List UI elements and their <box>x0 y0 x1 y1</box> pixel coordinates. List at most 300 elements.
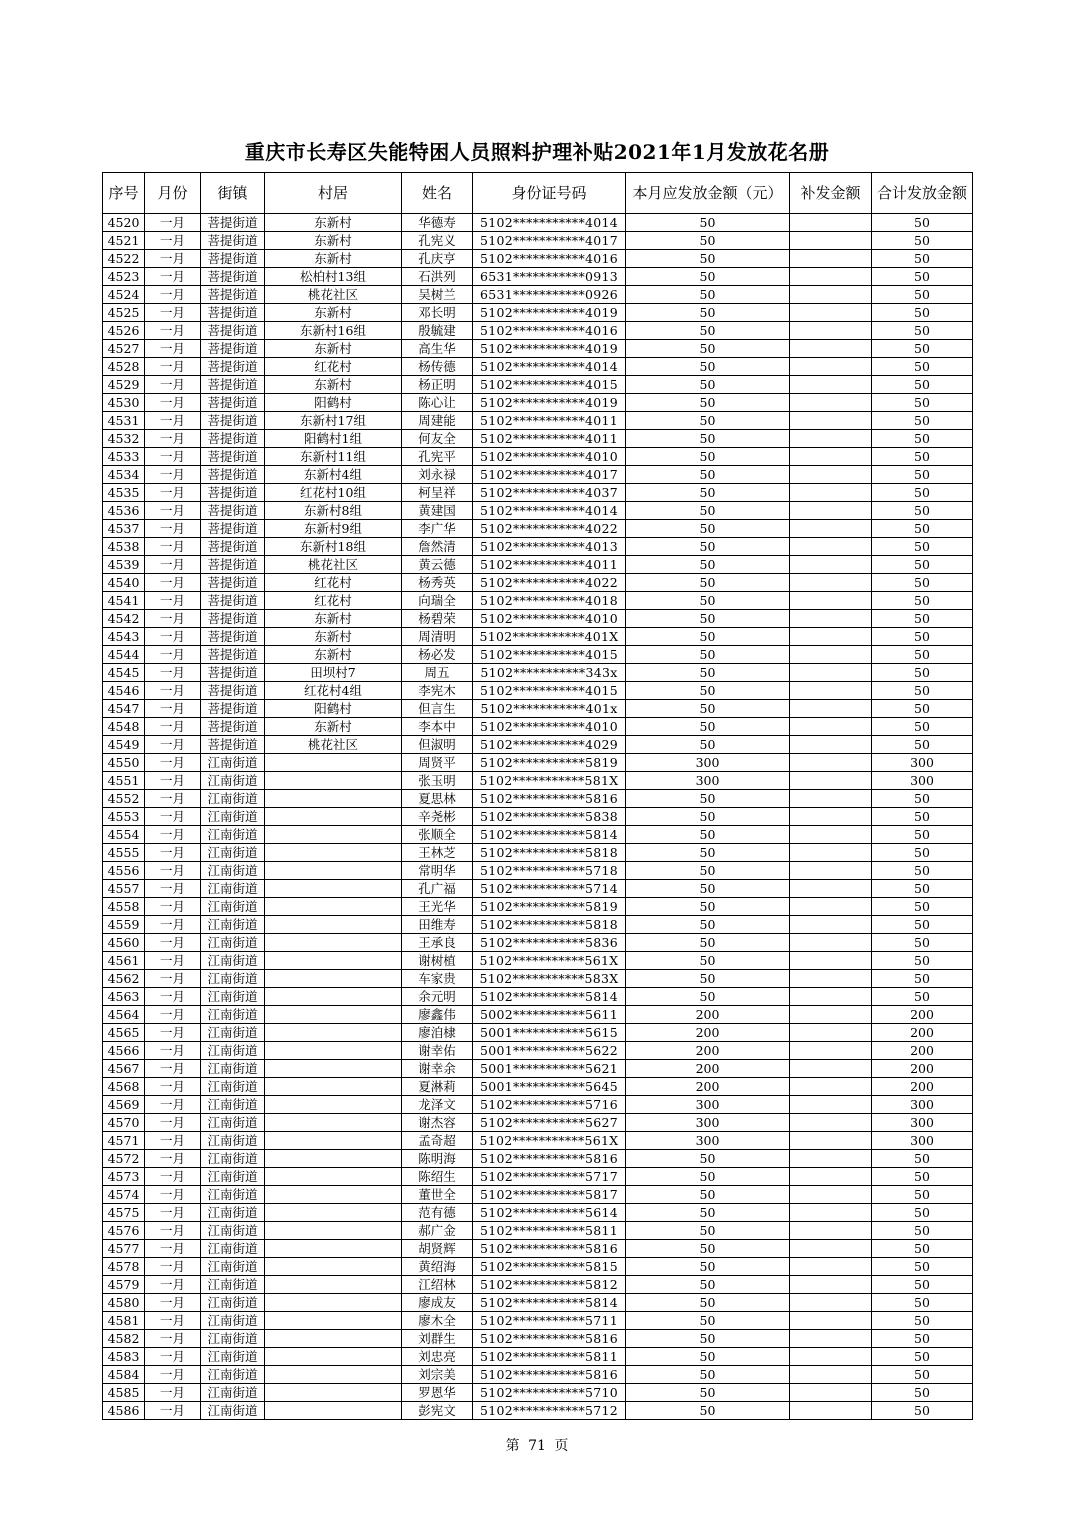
cell-seq: 4574 <box>103 1186 145 1204</box>
cell-total: 200 <box>872 1060 973 1078</box>
cell-month: 一月 <box>145 1330 201 1348</box>
cell-month: 一月 <box>145 808 201 826</box>
cell-total: 300 <box>872 1114 973 1132</box>
cell-village: 东新村17组 <box>265 412 402 430</box>
cell-month: 一月 <box>145 394 201 412</box>
cell-total: 50 <box>872 1276 973 1294</box>
cell-id-number: 5102***********4015 <box>473 376 626 394</box>
cell-id-number: 5102***********4022 <box>473 520 626 538</box>
cell-due-amount: 300 <box>626 772 790 790</box>
table-row <box>103 682 973 700</box>
cell-month: 一月 <box>145 340 201 358</box>
cell-village: 东新村 <box>265 628 402 646</box>
cell-id-number: 5102***********561X <box>473 1132 626 1150</box>
cell-id-number: 5102***********4019 <box>473 340 626 358</box>
cell-village <box>265 1096 402 1114</box>
cell-supplement <box>790 808 872 826</box>
table-row <box>103 970 973 988</box>
cell-name: 陈心让 <box>402 394 473 412</box>
cell-town: 江南街道 <box>201 1348 265 1366</box>
cell-total: 50 <box>872 430 973 448</box>
cell-name: 谢幸余 <box>402 1060 473 1078</box>
cell-seq: 4577 <box>103 1240 145 1258</box>
cell-supplement <box>790 628 872 646</box>
cell-seq: 4532 <box>103 430 145 448</box>
cell-month: 一月 <box>145 1096 201 1114</box>
cell-name: 王林芝 <box>402 844 473 862</box>
cell-supplement <box>790 1366 872 1384</box>
cell-due-amount: 50 <box>626 340 790 358</box>
cell-village: 阳鹤村1组 <box>265 430 402 448</box>
cell-total: 300 <box>872 1096 973 1114</box>
cell-total: 50 <box>872 862 973 880</box>
cell-month: 一月 <box>145 1312 201 1330</box>
cell-supplement <box>790 1168 872 1186</box>
cell-town: 江南街道 <box>201 754 265 772</box>
cell-total: 300 <box>872 1132 973 1150</box>
cell-total: 300 <box>872 754 973 772</box>
cell-town: 江南街道 <box>201 1024 265 1042</box>
cell-month: 一月 <box>145 934 201 952</box>
cell-name: 廖洎棣 <box>402 1024 473 1042</box>
cell-village <box>265 1384 402 1402</box>
table-row <box>103 826 973 844</box>
cell-name: 李本中 <box>402 718 473 736</box>
cell-id-number: 5102***********4014 <box>473 214 626 232</box>
cell-total: 50 <box>872 556 973 574</box>
cell-village <box>265 1402 402 1420</box>
cell-name: 夏思林 <box>402 790 473 808</box>
table-row <box>103 574 973 592</box>
cell-name: 黄建国 <box>402 502 473 520</box>
cell-total: 50 <box>872 1222 973 1240</box>
cell-village: 东新村9组 <box>265 520 402 538</box>
cell-supplement <box>790 1204 872 1222</box>
cell-supplement <box>790 1258 872 1276</box>
cell-total: 50 <box>872 1402 973 1420</box>
cell-month: 一月 <box>145 790 201 808</box>
table-row <box>103 322 973 340</box>
header-month: 月份 <box>145 173 201 214</box>
cell-village <box>265 1168 402 1186</box>
cell-due-amount: 50 <box>626 718 790 736</box>
cell-name: 孟奇超 <box>402 1132 473 1150</box>
cell-id-number: 5102***********4013 <box>473 538 626 556</box>
cell-town: 菩提街道 <box>201 664 265 682</box>
cell-month: 一月 <box>145 898 201 916</box>
cell-village <box>265 916 402 934</box>
cell-village <box>265 862 402 880</box>
cell-town: 菩提街道 <box>201 250 265 268</box>
cell-name: 黄绍海 <box>402 1258 473 1276</box>
cell-supplement <box>790 1150 872 1168</box>
cell-town: 江南街道 <box>201 790 265 808</box>
cell-id-number: 5102***********4011 <box>473 412 626 430</box>
cell-town: 菩提街道 <box>201 574 265 592</box>
cell-month: 一月 <box>145 862 201 880</box>
cell-month: 一月 <box>145 574 201 592</box>
cell-month: 一月 <box>145 754 201 772</box>
cell-due-amount: 50 <box>626 1366 790 1384</box>
cell-due-amount: 50 <box>626 880 790 898</box>
cell-id-number: 5102***********4018 <box>473 592 626 610</box>
cell-due-amount: 50 <box>626 556 790 574</box>
header-id-number: 身份证号码 <box>473 173 626 214</box>
cell-town: 江南街道 <box>201 1006 265 1024</box>
header-supplement: 补发金额 <box>790 173 872 214</box>
cell-id-number: 5102***********5811 <box>473 1348 626 1366</box>
table-row <box>103 358 973 376</box>
cell-seq: 4566 <box>103 1042 145 1060</box>
cell-month: 一月 <box>145 376 201 394</box>
cell-supplement <box>790 1186 872 1204</box>
cell-seq: 4536 <box>103 502 145 520</box>
cell-total: 200 <box>872 1042 973 1060</box>
cell-total: 50 <box>872 1258 973 1276</box>
cell-due-amount: 50 <box>626 286 790 304</box>
cell-total: 50 <box>872 1348 973 1366</box>
cell-supplement <box>790 1384 872 1402</box>
cell-total: 50 <box>872 376 973 394</box>
table-row <box>103 664 973 682</box>
cell-seq: 4551 <box>103 772 145 790</box>
cell-id-number: 5102***********4029 <box>473 736 626 754</box>
cell-name: 龙泽文 <box>402 1096 473 1114</box>
cell-seq: 4540 <box>103 574 145 592</box>
cell-name: 刘宗美 <box>402 1366 473 1384</box>
cell-village: 东新村 <box>265 646 402 664</box>
cell-village <box>265 1150 402 1168</box>
cell-seq: 4525 <box>103 304 145 322</box>
cell-month: 一月 <box>145 538 201 556</box>
cell-supplement <box>790 736 872 754</box>
cell-name: 殷毓建 <box>402 322 473 340</box>
cell-month: 一月 <box>145 232 201 250</box>
table-row <box>103 1258 973 1276</box>
cell-id-number: 5102***********5816 <box>473 1240 626 1258</box>
table-row <box>103 1402 973 1420</box>
cell-due-amount: 50 <box>626 484 790 502</box>
cell-total: 50 <box>872 736 973 754</box>
cell-month: 一月 <box>145 1258 201 1276</box>
cell-name: 周五 <box>402 664 473 682</box>
cell-seq: 4520 <box>103 214 145 232</box>
cell-id-number: 5102***********5814 <box>473 988 626 1006</box>
table-row <box>103 1060 973 1078</box>
table-row <box>103 1384 973 1402</box>
cell-month: 一月 <box>145 1240 201 1258</box>
cell-total: 50 <box>872 1186 973 1204</box>
cell-seq: 4581 <box>103 1312 145 1330</box>
cell-month: 一月 <box>145 430 201 448</box>
cell-town: 菩提街道 <box>201 286 265 304</box>
cell-town: 菩提街道 <box>201 304 265 322</box>
cell-due-amount: 50 <box>626 1384 790 1402</box>
cell-supplement <box>790 826 872 844</box>
cell-seq: 4570 <box>103 1114 145 1132</box>
cell-village <box>265 844 402 862</box>
cell-month: 一月 <box>145 1366 201 1384</box>
cell-total: 50 <box>872 304 973 322</box>
cell-total: 50 <box>872 1168 973 1186</box>
cell-seq: 4531 <box>103 412 145 430</box>
cell-supplement <box>790 1240 872 1258</box>
cell-id-number: 5102***********5712 <box>473 1402 626 1420</box>
cell-month: 一月 <box>145 610 201 628</box>
cell-village <box>265 934 402 952</box>
table-row <box>103 754 973 772</box>
cell-village <box>265 1132 402 1150</box>
cell-seq: 4572 <box>103 1150 145 1168</box>
cell-month: 一月 <box>145 322 201 340</box>
header-total: 合计发放金额 <box>872 173 973 214</box>
cell-id-number: 5102***********4010 <box>473 610 626 628</box>
cell-month: 一月 <box>145 214 201 232</box>
cell-supplement <box>790 682 872 700</box>
cell-id-number: 5102***********5816 <box>473 790 626 808</box>
table-row <box>103 376 973 394</box>
cell-town: 菩提街道 <box>201 484 265 502</box>
cell-village <box>265 1240 402 1258</box>
cell-town: 江南街道 <box>201 826 265 844</box>
cell-seq: 4586 <box>103 1402 145 1420</box>
cell-month: 一月 <box>145 520 201 538</box>
cell-month: 一月 <box>145 448 201 466</box>
page-number: 71 <box>528 1438 546 1454</box>
cell-village <box>265 1078 402 1096</box>
cell-supplement <box>790 772 872 790</box>
cell-id-number: 5102***********4010 <box>473 448 626 466</box>
cell-town: 江南街道 <box>201 1330 265 1348</box>
cell-name: 范有德 <box>402 1204 473 1222</box>
table-row <box>103 1204 973 1222</box>
cell-total: 50 <box>872 448 973 466</box>
cell-due-amount: 50 <box>626 988 790 1006</box>
cell-seq: 4562 <box>103 970 145 988</box>
cell-village <box>265 754 402 772</box>
cell-supplement <box>790 1132 872 1150</box>
cell-village <box>265 988 402 1006</box>
cell-id-number: 5102***********5710 <box>473 1384 626 1402</box>
cell-seq: 4556 <box>103 862 145 880</box>
cell-id-number: 6531***********0913 <box>473 268 626 286</box>
cell-name: 华德寿 <box>402 214 473 232</box>
cell-seq: 4530 <box>103 394 145 412</box>
cell-seq: 4527 <box>103 340 145 358</box>
cell-village <box>265 952 402 970</box>
cell-month: 一月 <box>145 970 201 988</box>
cell-due-amount: 50 <box>626 574 790 592</box>
cell-id-number: 5102***********343x <box>473 664 626 682</box>
cell-village: 红花村 <box>265 574 402 592</box>
cell-name: 谢杰容 <box>402 1114 473 1132</box>
cell-month: 一月 <box>145 664 201 682</box>
table-row <box>103 1276 973 1294</box>
cell-village: 田坝村7 <box>265 664 402 682</box>
table-row <box>103 394 973 412</box>
table-row <box>103 790 973 808</box>
cell-town: 江南街道 <box>201 1276 265 1294</box>
cell-supplement <box>790 502 872 520</box>
cell-village <box>265 1006 402 1024</box>
cell-month: 一月 <box>145 1348 201 1366</box>
cell-due-amount: 50 <box>626 1312 790 1330</box>
cell-seq: 4545 <box>103 664 145 682</box>
cell-id-number: 5102***********4015 <box>473 682 626 700</box>
table-row <box>103 700 973 718</box>
cell-town: 江南街道 <box>201 898 265 916</box>
cell-total: 50 <box>872 610 973 628</box>
cell-supplement <box>790 1078 872 1096</box>
cell-supplement <box>790 1294 872 1312</box>
cell-town: 菩提街道 <box>201 376 265 394</box>
cell-village: 红花村4组 <box>265 682 402 700</box>
table-row <box>103 1114 973 1132</box>
cell-month: 一月 <box>145 1150 201 1168</box>
cell-due-amount: 50 <box>626 592 790 610</box>
cell-month: 一月 <box>145 556 201 574</box>
cell-id-number: 5102***********4016 <box>473 322 626 340</box>
cell-id-number: 5102***********5836 <box>473 934 626 952</box>
table-row <box>103 646 973 664</box>
cell-seq: 4568 <box>103 1078 145 1096</box>
cell-total: 50 <box>872 268 973 286</box>
cell-seq: 4576 <box>103 1222 145 1240</box>
cell-due-amount: 50 <box>626 232 790 250</box>
table-row <box>103 520 973 538</box>
cell-supplement <box>790 214 872 232</box>
cell-name: 谢幸佑 <box>402 1042 473 1060</box>
cell-seq: 4534 <box>103 466 145 484</box>
cell-seq: 4541 <box>103 592 145 610</box>
cell-town: 菩提街道 <box>201 340 265 358</box>
cell-town: 江南街道 <box>201 1384 265 1402</box>
cell-id-number: 5102***********401x <box>473 700 626 718</box>
cell-town: 江南街道 <box>201 934 265 952</box>
cell-town: 菩提街道 <box>201 646 265 664</box>
cell-seq: 4582 <box>103 1330 145 1348</box>
cell-town: 菩提街道 <box>201 412 265 430</box>
cell-town: 菩提街道 <box>201 628 265 646</box>
cell-total: 50 <box>872 1204 973 1222</box>
cell-village: 阳鹤村 <box>265 394 402 412</box>
cell-due-amount: 50 <box>626 448 790 466</box>
cell-total: 50 <box>872 790 973 808</box>
cell-town: 菩提街道 <box>201 232 265 250</box>
cell-id-number: 5102***********4022 <box>473 574 626 592</box>
table-row <box>103 592 973 610</box>
cell-id-number: 5102***********4037 <box>473 484 626 502</box>
cell-village <box>265 898 402 916</box>
cell-supplement <box>790 520 872 538</box>
cell-supplement <box>790 1024 872 1042</box>
cell-due-amount: 50 <box>626 916 790 934</box>
cell-id-number: 5102***********5812 <box>473 1276 626 1294</box>
table-row <box>103 232 973 250</box>
cell-seq: 4578 <box>103 1258 145 1276</box>
cell-id-number: 5001***********5615 <box>473 1024 626 1042</box>
table-row <box>103 502 973 520</box>
cell-name: 孔广福 <box>402 880 473 898</box>
cell-seq: 4569 <box>103 1096 145 1114</box>
cell-village <box>265 1186 402 1204</box>
table-row <box>103 1168 973 1186</box>
cell-seq: 4584 <box>103 1366 145 1384</box>
cell-name: 胡贤辉 <box>402 1240 473 1258</box>
cell-total: 50 <box>872 358 973 376</box>
cell-name: 董世全 <box>402 1186 473 1204</box>
cell-due-amount: 50 <box>626 844 790 862</box>
cell-town: 江南街道 <box>201 1078 265 1096</box>
cell-name: 张顺全 <box>402 826 473 844</box>
table-row <box>103 538 973 556</box>
cell-seq: 4546 <box>103 682 145 700</box>
cell-village <box>265 1024 402 1042</box>
cell-due-amount: 50 <box>626 826 790 844</box>
cell-village <box>265 1348 402 1366</box>
cell-seq: 4538 <box>103 538 145 556</box>
cell-seq: 4526 <box>103 322 145 340</box>
cell-total: 50 <box>872 520 973 538</box>
cell-town: 菩提街道 <box>201 736 265 754</box>
cell-due-amount: 50 <box>626 394 790 412</box>
cell-due-amount: 50 <box>626 736 790 754</box>
cell-due-amount: 200 <box>626 1006 790 1024</box>
roster-table <box>102 172 973 1420</box>
cell-town: 菩提街道 <box>201 592 265 610</box>
cell-supplement <box>790 718 872 736</box>
cell-supplement <box>790 790 872 808</box>
cell-total: 50 <box>872 988 973 1006</box>
cell-town: 江南街道 <box>201 1240 265 1258</box>
cell-month: 一月 <box>145 1060 201 1078</box>
cell-total: 200 <box>872 1006 973 1024</box>
cell-supplement <box>790 844 872 862</box>
cell-name: 江绍林 <box>402 1276 473 1294</box>
header-due-amount: 本月应发放金额（元） <box>626 173 790 214</box>
cell-total: 200 <box>872 1024 973 1042</box>
cell-due-amount: 50 <box>626 898 790 916</box>
cell-id-number: 5102***********4011 <box>473 556 626 574</box>
cell-total: 50 <box>872 880 973 898</box>
cell-village: 桃花社区 <box>265 556 402 574</box>
table-row <box>103 772 973 790</box>
cell-village <box>265 970 402 988</box>
cell-due-amount: 50 <box>626 430 790 448</box>
cell-month: 一月 <box>145 304 201 322</box>
cell-due-amount: 300 <box>626 1096 790 1114</box>
cell-name: 谢树植 <box>402 952 473 970</box>
cell-total: 50 <box>872 1150 973 1168</box>
cell-seq: 4560 <box>103 934 145 952</box>
cell-village <box>265 1204 402 1222</box>
cell-month: 一月 <box>145 1024 201 1042</box>
table-row <box>103 1132 973 1150</box>
cell-total: 50 <box>872 1240 973 1258</box>
cell-due-amount: 50 <box>626 646 790 664</box>
cell-name: 吴树兰 <box>402 286 473 304</box>
cell-seq: 4563 <box>103 988 145 1006</box>
cell-due-amount: 50 <box>626 790 790 808</box>
cell-town: 菩提街道 <box>201 466 265 484</box>
cell-name: 柯呈祥 <box>402 484 473 502</box>
cell-town: 江南街道 <box>201 1114 265 1132</box>
cell-due-amount: 50 <box>626 1276 790 1294</box>
table-row <box>103 1330 973 1348</box>
cell-id-number: 5102***********4010 <box>473 718 626 736</box>
cell-due-amount: 50 <box>626 1204 790 1222</box>
cell-due-amount: 50 <box>626 970 790 988</box>
